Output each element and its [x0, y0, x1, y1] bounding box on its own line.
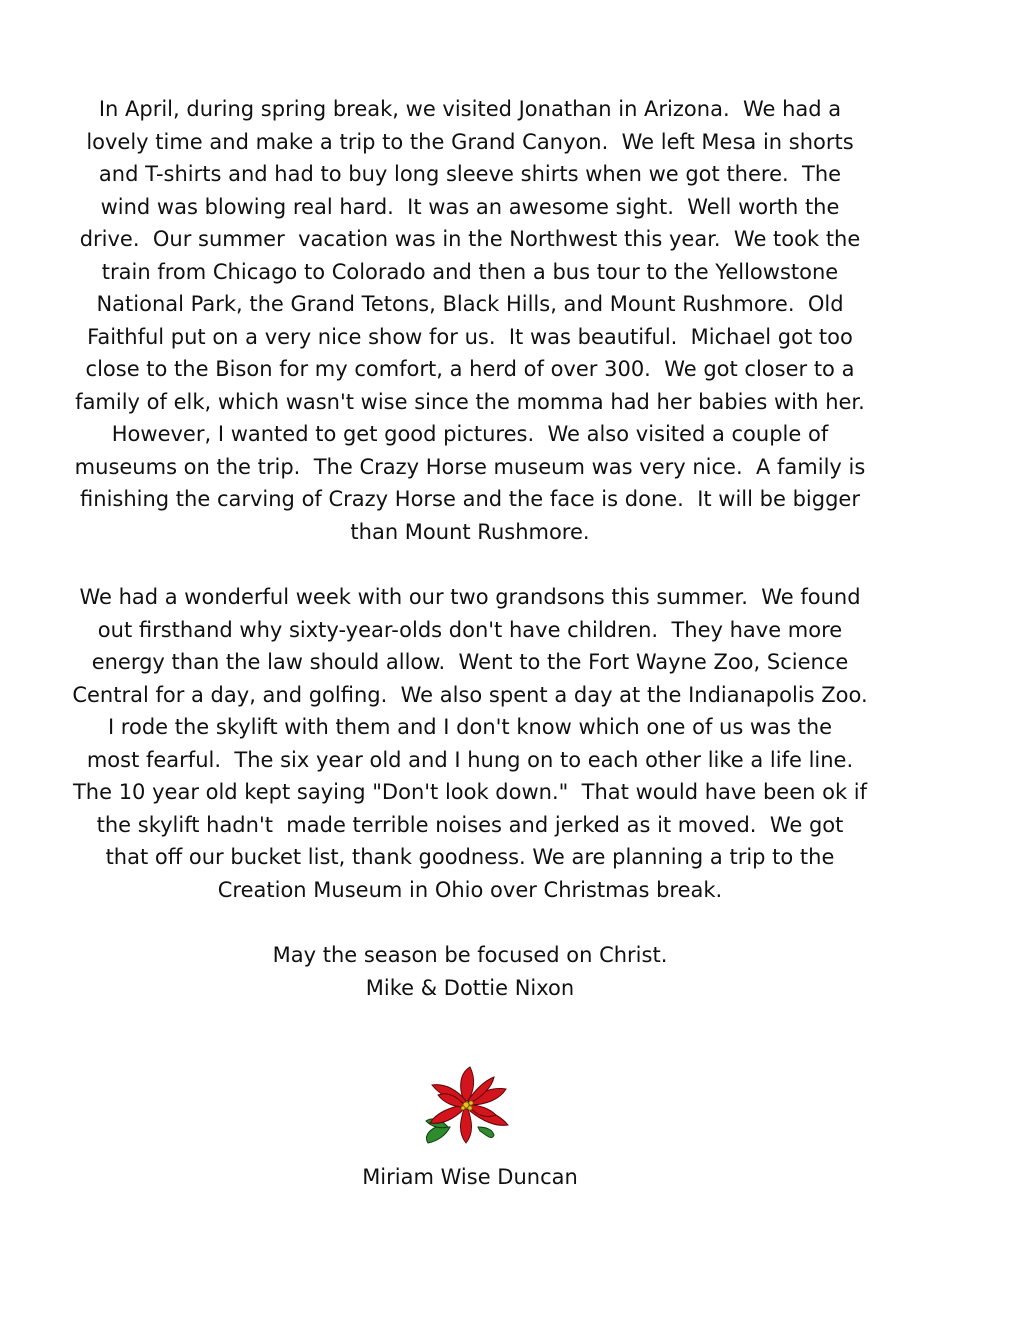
text-line: Central for a day, and golfing. We also spent a day at the Indianapolis Zoo.	[72, 682, 868, 707]
text-line: We had a wonderful week with our two grandsons this summer. We found	[79, 585, 861, 609]
text-line: close to the Bison for my comfort, a herd of over 300. We got closer to a	[85, 357, 855, 381]
text-line: energy than the law should allow. Went to the Fort Wayne Zoo, Science	[91, 650, 849, 674]
text-line: and T-shirts and had to buy long sleeve shirts when we got there. The	[98, 162, 842, 186]
text-line: museums on the trip. The Crazy Horse museum was very nice. A family is	[74, 454, 866, 479]
paragraph-grandsons-week	[50, 581, 890, 906]
signature-line: Mike & Dottie Nixon	[365, 975, 575, 1000]
text-line: most fearful. The six year old and I hung on to each other like a life line.	[86, 747, 854, 772]
text-line: than Mount Rushmore.	[350, 519, 590, 544]
text-line: that off our bucket list, thank goodness. We are planning a trip to the	[105, 845, 835, 869]
text-line: lovely time and make a trip to the Grand Canyon. We left Mesa in shorts	[86, 129, 854, 154]
text-line: Faithful put on a very nice show for us. It was beautiful. Michael got too	[87, 324, 853, 349]
text-line: finishing the carving of Crazy Horse and the face is done. It will be bigger	[80, 487, 860, 511]
text-line: train from Chicago to Colorado and then a bus tour to the Yellowstone	[101, 259, 839, 284]
blessing-line: May the season be focused on Christ.	[272, 943, 668, 967]
text-line: The 10 year old kept saying "Don't look down." That would have been ok if	[72, 780, 868, 804]
text-line: However, I wanted to get good pictures. We also visited a couple of	[111, 422, 829, 446]
text-line: out firsthand why sixty-year-olds don't have children. They have more	[97, 617, 843, 642]
next-author-name	[50, 1161, 890, 1194]
text-line: the skylift hadn't made terrible noises and jerked as it moved. We got	[96, 812, 844, 837]
text-line: I rode the skylift with them and I don't know which one of us was the	[107, 715, 833, 739]
paragraph-spring-summer-travel	[50, 93, 890, 548]
text-line: In April, during spring break, we visited Jonathan in Arizona. We had a	[98, 97, 842, 121]
text-line: National Park, the Grand Tetons, Black Hills, and Mount Rushmore. Old	[96, 292, 844, 316]
closing-block	[50, 939, 890, 1004]
text-line: wind was blowing real hard. It was an awesome sight. Well worth the	[100, 194, 840, 219]
text-line: family of elk, which wasn't wise since the momma had her babies with her.	[75, 389, 865, 414]
poinsettia-icon	[418, 1065, 522, 1147]
text-line: drive. Our summer vacation was in the Northwest this year. We took the	[79, 227, 861, 251]
text-line: Creation Museum in Ohio over Christmas break.	[217, 877, 723, 902]
author-line: Miriam Wise Duncan	[362, 1165, 578, 1189]
